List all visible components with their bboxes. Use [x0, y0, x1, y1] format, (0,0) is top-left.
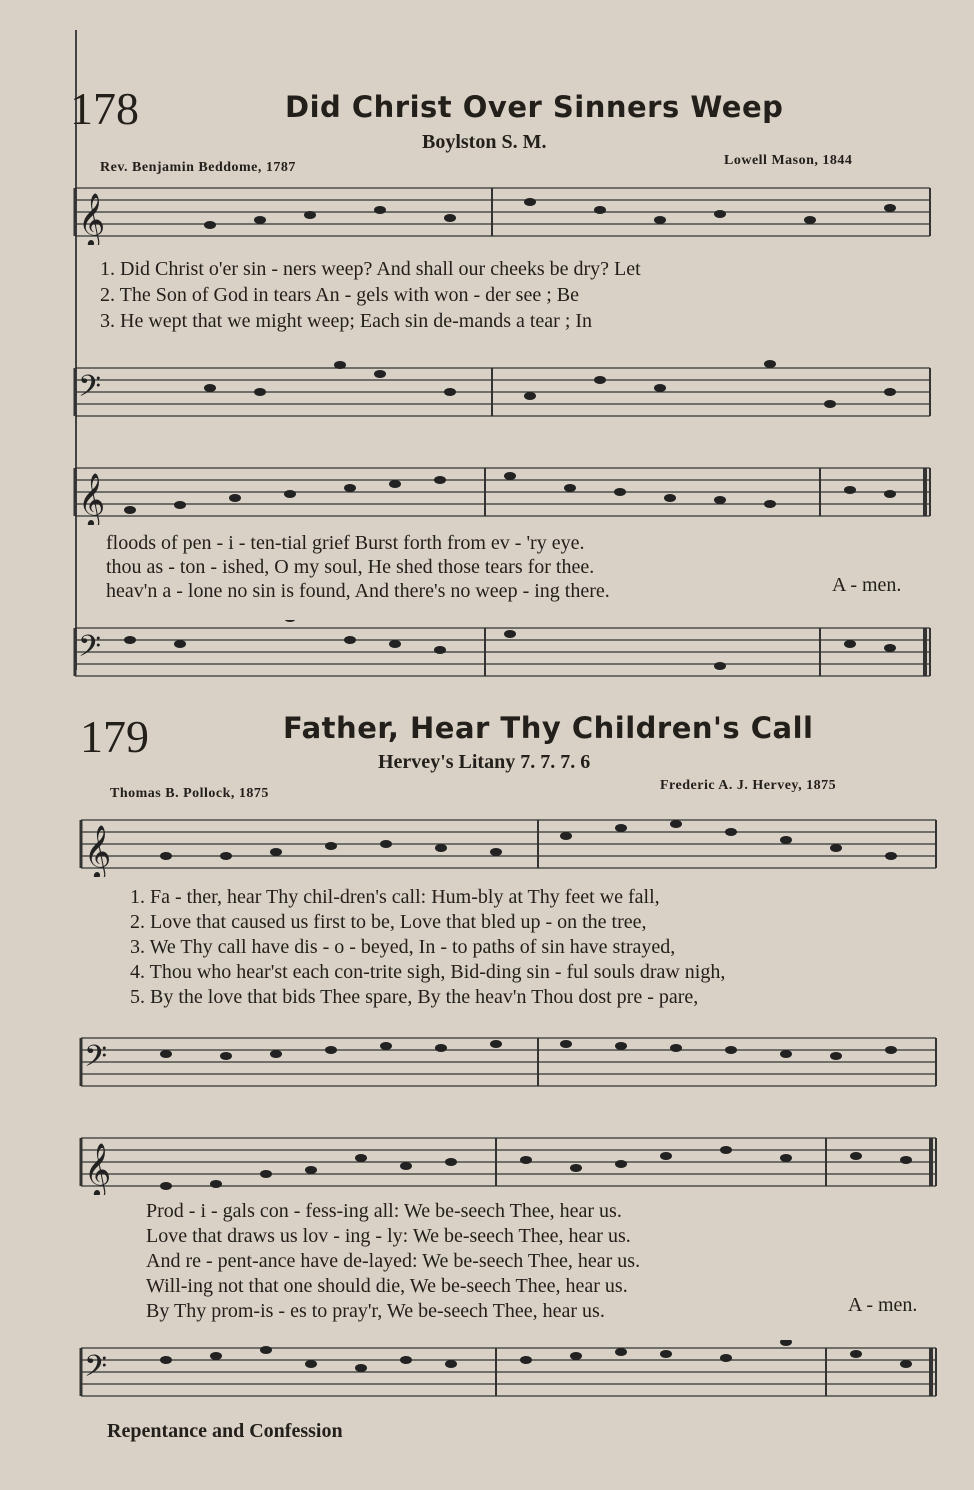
- bass-staff: [70, 360, 934, 425]
- lyric-line: Prod - i - gals con - fess-ing all: We be-seech Thee, hear us.: [146, 1200, 622, 1222]
- lyric-line: 1. Fa - ther, hear Thy chil-dren's call: Hum-bly at Thy feet we fall,: [130, 886, 660, 908]
- lyric-line: 2. The Son of God in tears An - gels with won - der see ; Be: [100, 284, 579, 306]
- lyric-line: 1. Did Christ o'er sin - ners weep? And shall our cheeks be dry? Let: [100, 258, 641, 280]
- lyric-line: And re - pent-ance have de-layed: We be-seech Thee, hear us.: [146, 1250, 641, 1272]
- lyric-line: 2. Love that caused us first to be, Love that bled up - on the tree,: [130, 911, 647, 933]
- composer-credit: Lowell Mason, 1844: [724, 153, 853, 168]
- lyric-line: floods of pen - i - ten-tial grief Burst forth from ev - 'ry eye.: [106, 532, 585, 554]
- bass-clef-icon: 𝄢: [84, 1350, 108, 1391]
- lyric-line: 3. He wept that we might weep; Each sin de-mands a tear ; In: [100, 310, 593, 332]
- bass-staff: [70, 620, 934, 685]
- amen: A - men.: [832, 574, 902, 596]
- bass-clef-icon: 𝄢: [78, 630, 102, 671]
- bass-clef-icon: 𝄢: [78, 370, 102, 411]
- bass-clef-icon: 𝄢: [84, 1040, 108, 1081]
- hymn-number: 178: [70, 83, 139, 134]
- bass-staff: [76, 1030, 940, 1095]
- treble-clef-icon: 𝄞: [78, 472, 106, 525]
- treble-staff: [70, 180, 934, 245]
- lyric-line: heav'n a - lone no sin is found, And there's no weep - ing there.: [106, 580, 610, 602]
- treble-staff: [70, 460, 934, 525]
- lyric-line: Love that draws us lov - ing - ly: We be-seech Thee, hear us.: [146, 1225, 631, 1247]
- composer-credit: Frederic A. J. Hervey, 1875: [660, 778, 837, 793]
- treble-clef-icon: 𝄞: [78, 192, 106, 245]
- lyric-line: 4. Thou who hear'st each con-trite sigh, Bid-ding sin - ful souls draw nigh,: [130, 961, 726, 983]
- treble-staff: [76, 1130, 940, 1195]
- lyric-line: thou as - ton - ished, O my soul, He shed those tears for thee.: [106, 556, 595, 578]
- author-credit: Rev. Benjamin Beddome, 1787: [100, 160, 296, 175]
- lyric-line: Will-ing not that one should die, We be-seech Thee, hear us.: [146, 1275, 628, 1297]
- tune-name: Boylston S. M.: [422, 131, 547, 153]
- treble-staff: [76, 812, 940, 877]
- treble-clef-icon: 𝄞: [84, 824, 112, 877]
- amen: A - men.: [848, 1294, 918, 1316]
- hymn-title: Father, Hear Thy Children's Call: [283, 711, 814, 745]
- bass-staff: [76, 1340, 940, 1405]
- treble-clef-icon: 𝄞: [84, 1142, 112, 1195]
- hymn-number: 179: [80, 711, 149, 762]
- section-footer: Repentance and Confession: [107, 1420, 343, 1442]
- tune-name: Hervey's Litany 7. 7. 7. 6: [378, 751, 591, 773]
- lyric-line: By Thy prom-is - es to pray'r, We be-seech Thee, hear us.: [146, 1300, 605, 1322]
- author-credit: Thomas B. Pollock, 1875: [110, 786, 269, 801]
- hymn-title: Did Christ Over Sinners Weep: [285, 90, 784, 124]
- lyric-line: 3. We Thy call have dis - o - beyed, In - to paths of sin have strayed,: [130, 936, 676, 958]
- lyric-line: 5. By the love that bids Thee spare, By the heav'n Thou dost pre - pare,: [130, 986, 699, 1008]
